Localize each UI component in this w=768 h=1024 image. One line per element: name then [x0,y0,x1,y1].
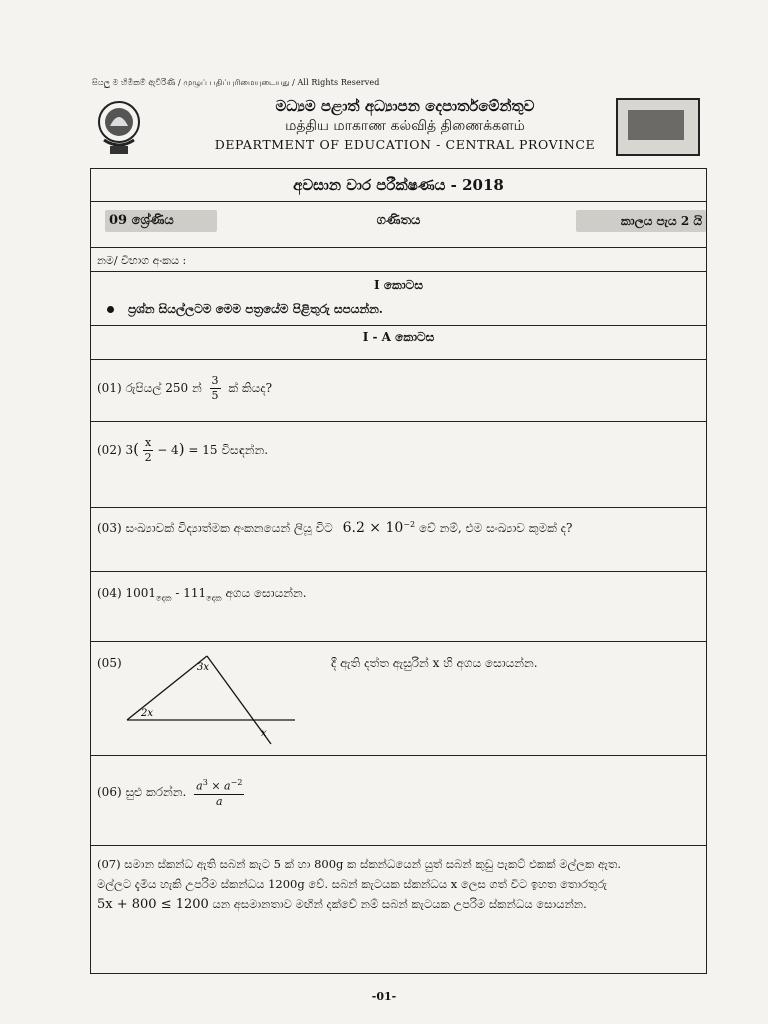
exponent: −2 [230,778,243,787]
exponent: −2 [403,520,416,529]
binary-number: 1001 [125,586,157,600]
grade-label: 09 ශ්‍රේණිය [105,210,217,232]
inequality: 5x + 800 ≤ 1200 [97,897,209,912]
question-number: (02) [97,443,122,457]
question-7 [97,854,701,915]
question-row [91,845,706,975]
exam-paper-frame [90,168,707,974]
expression-part: − 4 [157,443,179,457]
time-label: කාලය පැය 2 යි [576,210,706,232]
question-text: විසඳන්න. [221,443,269,457]
angle-label: 2x [141,708,154,719]
exam-title-row [91,169,706,201]
part1a-title: I - A කොටස [362,330,435,344]
question-2: (02) 3( $\frac{x}{2}$ − 4) = 15 විසඳන්න. [97,436,269,464]
part1-title: I කොටස [374,278,423,292]
triangle-side [127,656,210,720]
denominator: 2 [144,451,152,464]
question-number: (07) [97,857,121,871]
question-row [91,641,706,755]
question-row [91,571,706,641]
dept-sinhala: මධ්‍යම පළාත් අධ්‍යාපන දෙපාර්තමේන්තුව [275,97,535,115]
question-text: සමාන ස්කන්ධ ඇති සබන් කැට 5 ක් හා 800g ක ස්කන්ධයෙන් යුත් සබන් කුඩු පැකට් එකක් මල්ලක ඇත. [124,857,622,871]
copyright-line: සියලු ම හිමිකම් ඇවිරිණි / முழுப் பதிப்புரிமையுடையது / All Rights Reserved [92,78,380,87]
coefficient: 3 [125,443,134,457]
angle-label: x [261,728,267,739]
question-text: වේ නම්, එම සංඛ්‍යාව කුමක් ද? [418,521,573,535]
angle-label: 3x [197,662,210,673]
base: a [224,779,231,793]
fraction [143,436,153,465]
base: a [196,779,203,793]
scientific-notation: 6.2 × 10 [342,520,404,536]
subject-label: ගණිතය [376,213,421,228]
dept-tamil: மத்திய மாகாண கல்வித் திணைக்களம் [285,118,525,134]
sri-lanka-emblem-icon [96,96,142,160]
operator: × [211,779,221,793]
question-row [91,359,706,421]
question-4 [97,586,307,603]
question-text: ක් කියද? [228,381,273,395]
exam-title: අවසාන වාර පරීක්ෂණය - 2018 [293,176,504,194]
question-text: සුළු කරන්න. [125,784,187,799]
operator: - [175,586,180,600]
part1a-row [91,325,706,361]
question-text: රුපියල් 250 න් [125,381,202,395]
question-number: (03) [97,521,122,535]
bullet-icon [107,306,114,313]
department-title [185,96,625,154]
part1-row [91,271,706,316]
fraction [194,776,244,809]
part1-instruction [107,302,383,317]
name-index-label: නම/ විභාග අංකය : [97,254,187,267]
numerator [194,776,244,795]
variable: x [432,656,440,670]
question-3 [97,520,572,536]
question-5 [97,656,122,670]
name-row [91,247,706,271]
numerator: 3 [211,374,219,387]
expression-part: = 15 [188,443,218,457]
binary-number: 111 [183,586,207,600]
question-text: හි අගය සොයන්න. [443,656,538,670]
question-row [91,755,706,845]
grade-subject-row [91,201,706,237]
page-header [90,92,706,168]
denominator [194,795,244,809]
numerator: x [144,436,152,449]
question-number: (04) [97,586,122,600]
base: a [216,794,223,808]
question-number: (06) [97,784,122,799]
question-number: (01) [97,381,122,395]
denominator: 5 [211,389,219,402]
base-label: දෙක [156,593,172,603]
question-text: මල්ලට දැමිය හැකි උපරිම ස්කන්ධය 1200g වේ. සබන් කැටයක ස්කන්ධය x ලෙස ගත් විට ඉහත තොරතුරු [97,877,607,891]
question-6 [97,776,248,809]
exponent: 3 [202,778,208,787]
question-number: (05) [97,656,122,670]
triangle-diagram [121,650,301,748]
question-text: සංඛ්‍යාවක් විද්‍යාත්මක අංකනයෙන් ලියූ විට [125,521,333,535]
provincial-logo [616,98,700,156]
question-row [91,507,706,571]
question-1 [97,374,272,403]
question-row [91,421,706,507]
fraction [210,374,221,403]
base-label: දෙක [206,593,222,603]
page-number: -01- [371,990,397,1003]
question-text: යන අසමානතාව මඟින් දක්වේ නම් සබන් කැටයක උපරිම ස්කන්ධය සොයන්න. [212,897,587,911]
dept-english: DEPARTMENT OF EDUCATION - CENTRAL PROVINCE [214,137,596,152]
instruction-text: ප්‍රශ්න සියල්ලටම මෙම පත්‍රයේම පිළිතුරු සපයන්න. [128,302,383,316]
question-text: අගය සොයන්න. [225,586,307,600]
logo-image [628,110,684,140]
question-text: දී ඇති දත්ත ඇසුරින් [331,656,429,670]
question-5-text [331,656,538,671]
